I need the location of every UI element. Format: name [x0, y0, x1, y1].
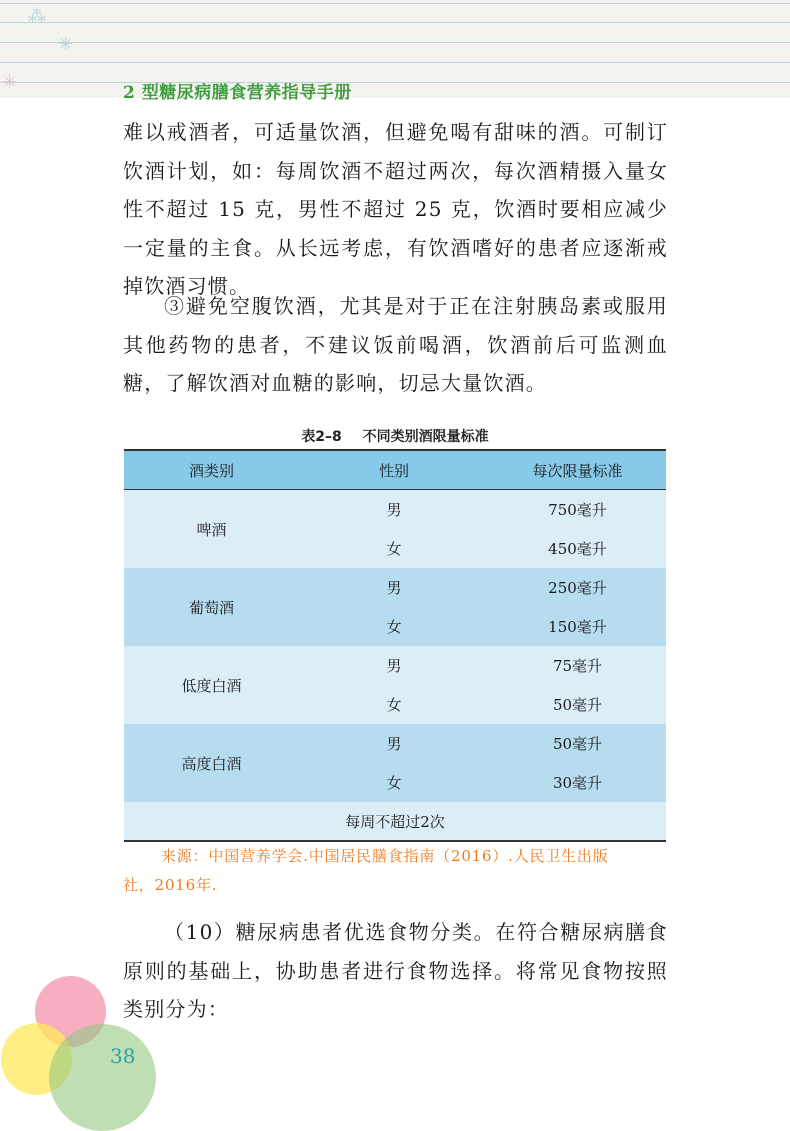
sex-cell: 男 [386, 579, 402, 597]
table-footer-note: 每周不超过2次 [124, 802, 666, 840]
limit-cell: 50毫升 [552, 696, 603, 714]
table-group-low-proof-baijiu [124, 646, 666, 724]
page-number: 38 [110, 1044, 136, 1068]
sparkle-decoration-icon: ⁂ [28, 6, 46, 27]
paragraph-alcohol-plan: 难以戒酒者，可适量饮酒，但避免喝有甜味的酒。可制订饮酒计划，如：每周饮酒不超过两次，每次酒精摄入量女性不超过 15 克，男性不超过 25 克，饮酒时要相应减少一定量的主食。从长远考虑，有饮酒嗜好的患者应逐渐戒掉饮酒习惯。 [123, 120, 668, 298]
paragraph-food-classification: （10）糖尿病患者优选食物分类。在符合糖尿病膳食原则的基础上，协助患者进行食物选择。将常见食物按照类别分为： [123, 920, 668, 1021]
sex-cell: 女 [386, 540, 402, 558]
table-row [299, 685, 666, 724]
sparkle-decoration-icon: ✳ [2, 72, 18, 93]
limit-cell: 75毫升 [552, 657, 603, 675]
category-cell: 低度白酒 [181, 676, 242, 695]
limit-cell: 150毫升 [548, 618, 607, 636]
sex-cell: 女 [386, 696, 402, 714]
header-rule [0, 82, 790, 83]
category-cell: 高度白酒 [181, 754, 242, 773]
sparkle-decoration-icon: ✳ [58, 34, 74, 55]
category-cell: 啤酒 [196, 520, 227, 539]
table-caption [124, 426, 666, 446]
table-row [299, 607, 666, 646]
running-title: 2 型糖尿病膳食营养指导手册 [123, 83, 352, 103]
table-row [299, 724, 666, 763]
table-group-high-proof-baijiu [124, 724, 666, 802]
header-band [0, 0, 790, 103]
column-header-limit: 每次限量标准 [532, 461, 623, 480]
sex-cell: 女 [386, 774, 402, 792]
alcohol-limits-table [124, 449, 666, 842]
table-group-wine [124, 568, 666, 646]
header-rule [0, 3, 790, 4]
header-rule [0, 62, 790, 63]
limit-cell: 450毫升 [548, 540, 607, 558]
sex-cell: 男 [386, 735, 402, 753]
limit-cell: 50毫升 [552, 735, 603, 753]
green-circle-decoration [49, 1024, 156, 1131]
header-rule [0, 42, 790, 43]
table-row [299, 529, 666, 568]
table-caption-number: 表2–8 [301, 429, 342, 445]
limit-cell: 30毫升 [552, 774, 603, 792]
limit-cell: 750毫升 [548, 501, 607, 519]
table-row [299, 490, 666, 529]
sex-cell: 男 [386, 501, 402, 519]
category-cell: 葡萄酒 [188, 598, 234, 617]
column-header-sex: 性别 [378, 461, 409, 480]
table-source-citation: 来源：中国营养学会.中国居民膳食指南（2016）.人民卫生出版 社，2016年. [123, 847, 609, 894]
paragraph-empty-stomach: ③避免空腹饮酒，尤其是对于正在注射胰岛素或服用其他药物的患者，不建议饭前喝酒，饮酒前后可监测血糖，了解饮酒对血糖的影响，切忌大量饮酒。 [123, 294, 668, 395]
decorative-circles [0, 960, 200, 1131]
column-header-category: 酒类别 [188, 461, 234, 480]
table-caption-title: 不同类别酒限量标准 [362, 429, 489, 445]
table-header-row [124, 451, 666, 490]
header-rule [0, 22, 790, 23]
table-group-beer [124, 490, 666, 568]
sex-cell: 女 [386, 618, 402, 636]
limit-cell: 250毫升 [548, 579, 607, 597]
sex-cell: 男 [386, 657, 402, 675]
table-row [299, 646, 666, 685]
table-row [299, 568, 666, 607]
table-row [299, 763, 666, 802]
